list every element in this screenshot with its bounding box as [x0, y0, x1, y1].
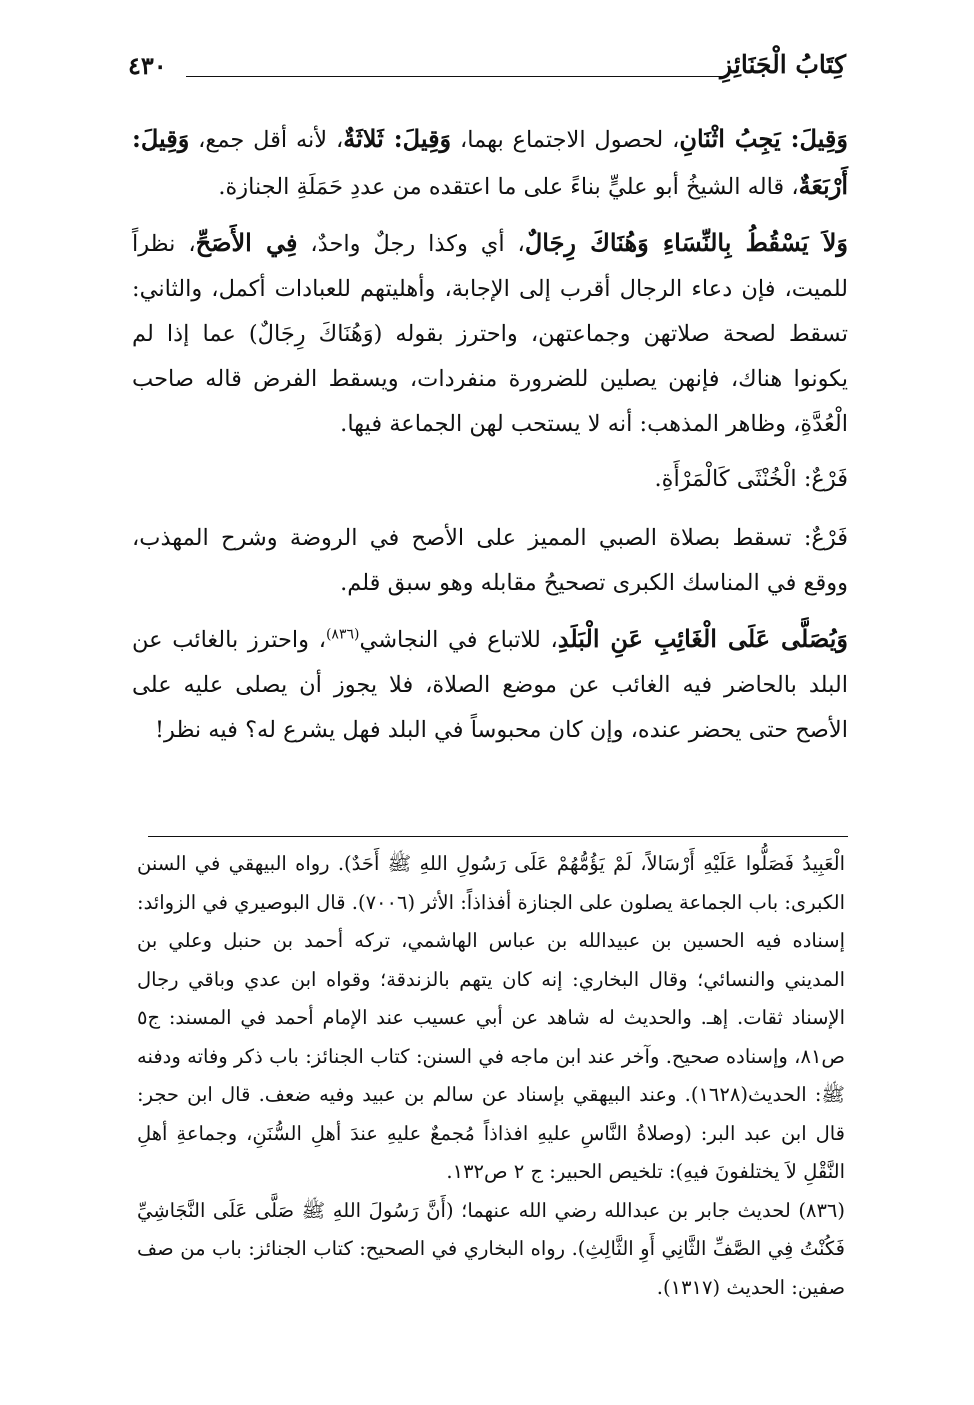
commentary-text: فَرْعٌ: تسقط بصلاة الصبي المميز على الأصح في الروضة وشرح المهذب، ووقع في المناسك الكبرى تصحيحُ مقابله وهو سبق قلم. [132, 525, 848, 596]
matn-text: وَقِيلَ: أَرْبَعَةٌ [132, 124, 848, 200]
footnote-separator [148, 836, 848, 837]
page-number: ٤٣٠ [128, 51, 167, 80]
page-header [128, 48, 846, 88]
commentary-text: الْخُنْثَى كَالْمَرْأَةِ. [654, 466, 797, 492]
matn-text: فِي الأَصَحِّ [195, 228, 298, 257]
commentary-text: ، لأنه أقل جمع، [189, 127, 344, 153]
matn-text: وَقِيلَ: يَجِبُ اثْنَانِ [679, 124, 848, 153]
paragraph [132, 457, 848, 502]
footnote-836: (٨٣٦) لحديث جابر بن عبدالله رضي الله عنهما؛ (أَنَّ رَسُولَ اللهِ ﷺ صَلَّى عَلَى النَّجَاشِيِّ فَكُنْتُ فِي الصَّفِّ الثَّانِي أَوِ الثَّالِثِ). رواه البخاري في الصحيح: كتاب الجنائز: باب من صف صفين: الحديث (١٣١٧). [137, 1198, 845, 1299]
commentary-text: ، لحصول الاجتماع بهما، [451, 127, 680, 153]
far-label: فَرْعٌ: [796, 466, 848, 492]
paragraph [132, 220, 848, 447]
commentary-text: ، قاله الشيخُ أبو عليٍّ بناءً على ما اعتقده من عددِ حَمَلَةِ الجنازة. [218, 174, 799, 200]
matn-text: وَلاَ يَسْقُطُ بِالنِّسَاءِ وَهُنَاكَ رِجَالٌ [524, 228, 848, 257]
footnotes [137, 845, 845, 1307]
footnote-reference: (٨٣٦) [325, 626, 360, 643]
commentary-text: ، للاتباع في النجاشي [359, 627, 558, 653]
paragraph [132, 116, 848, 210]
commentary-text: ، واحترز بالغائب عن البلد بالحاضر فيه الغائب عن موضع الصلاة، فلا يجوز أن يصلى عليه على الأصح حتى يحضر عنده، وإن كان محبوساً في البلد فهل يشرع له؟ فيه نظر! [132, 627, 848, 743]
chapter-title: كِتَابُ الْجَنَائِزِ [720, 50, 846, 79]
paragraph [132, 616, 848, 753]
main-text [132, 116, 848, 763]
commentary-text: ، أي وكذا رجلٌ واحدٌ، [297, 231, 525, 257]
matn-text: وَيُصَلَّى عَلَى الْغَائِبِ عَنِ الْبَلَدِ [557, 624, 848, 653]
paragraph [132, 516, 848, 606]
header-rule [186, 76, 728, 77]
matn-text: وَقِيلَ: ثَلاثَةٌ [343, 124, 452, 153]
commentary-text: ، نظراً للميت، فإن دعاء الرجال أقرب إلى الإجابة، وأهليتهم للعبادات أكمل، والثاني: تسقط لصحة صلاتهن وجماعتهن، واحترز بقوله (وَهُنَاكَ رِجَالٌ) عما إذا لم يكونوا هناك، فإنهن يصلين للضرورة منفردات، ويسقط الفرض قاله صاحب الْعُدَّةِ، وظاهر المذهب: أنه لا يستحب لهن الجماعة فيها. [132, 231, 848, 437]
footnote-continued: الْعَبِيدُ فَصَلُّوا عَلَيْهِ أَرْسَالاً، لَمْ يَؤُمُّهُمْ عَلَى رَسُولِ اللهِ ﷺ أَحَدٌ). رواه البيهقي في السنن الكبرى: باب الجماعة يصلون على الجنازة أفذاذاً: الأثر (٧٠٠٦). قال البوصيري في الزوائد: إسناده فيه الحسين بن عبيدالله بن عباس الهاشمي، تركه أحمد بن حنبل وعلي بن المديني والنسائي؛ وقال البخاري: إنه كان يتهم بالزندقة؛ وقواه ابن عدي وباقي رجال الإسناد ثقات. إهـ. والحديث له شاهد عن أبي عسيب عند الإمام أحمد في المسند: ج٥ ص٨١، وإسناده صحيح. وآخر عند ابن ماجه في السنن: كتاب الجنائز: باب ذكر وفاته ودفنه ﷺ: الحديث(١٦٢٨). وعند البيهقي بإسناد عن سالم بن عبيد وفيه ضعف. قال ابن حجر: قال ابن عبد البر: (وصلاةُ النَّاسِ عليهِ افذاذاً مُجمعٌ عليهِ عندَ أهلِ السُّنَنِ، وجماعةِ أهلِ النَّقْلِ لاَ يختلفونَ فيهِ): تلخيص الحبير: ج ٢ ص١٣٢. [137, 852, 845, 1183]
